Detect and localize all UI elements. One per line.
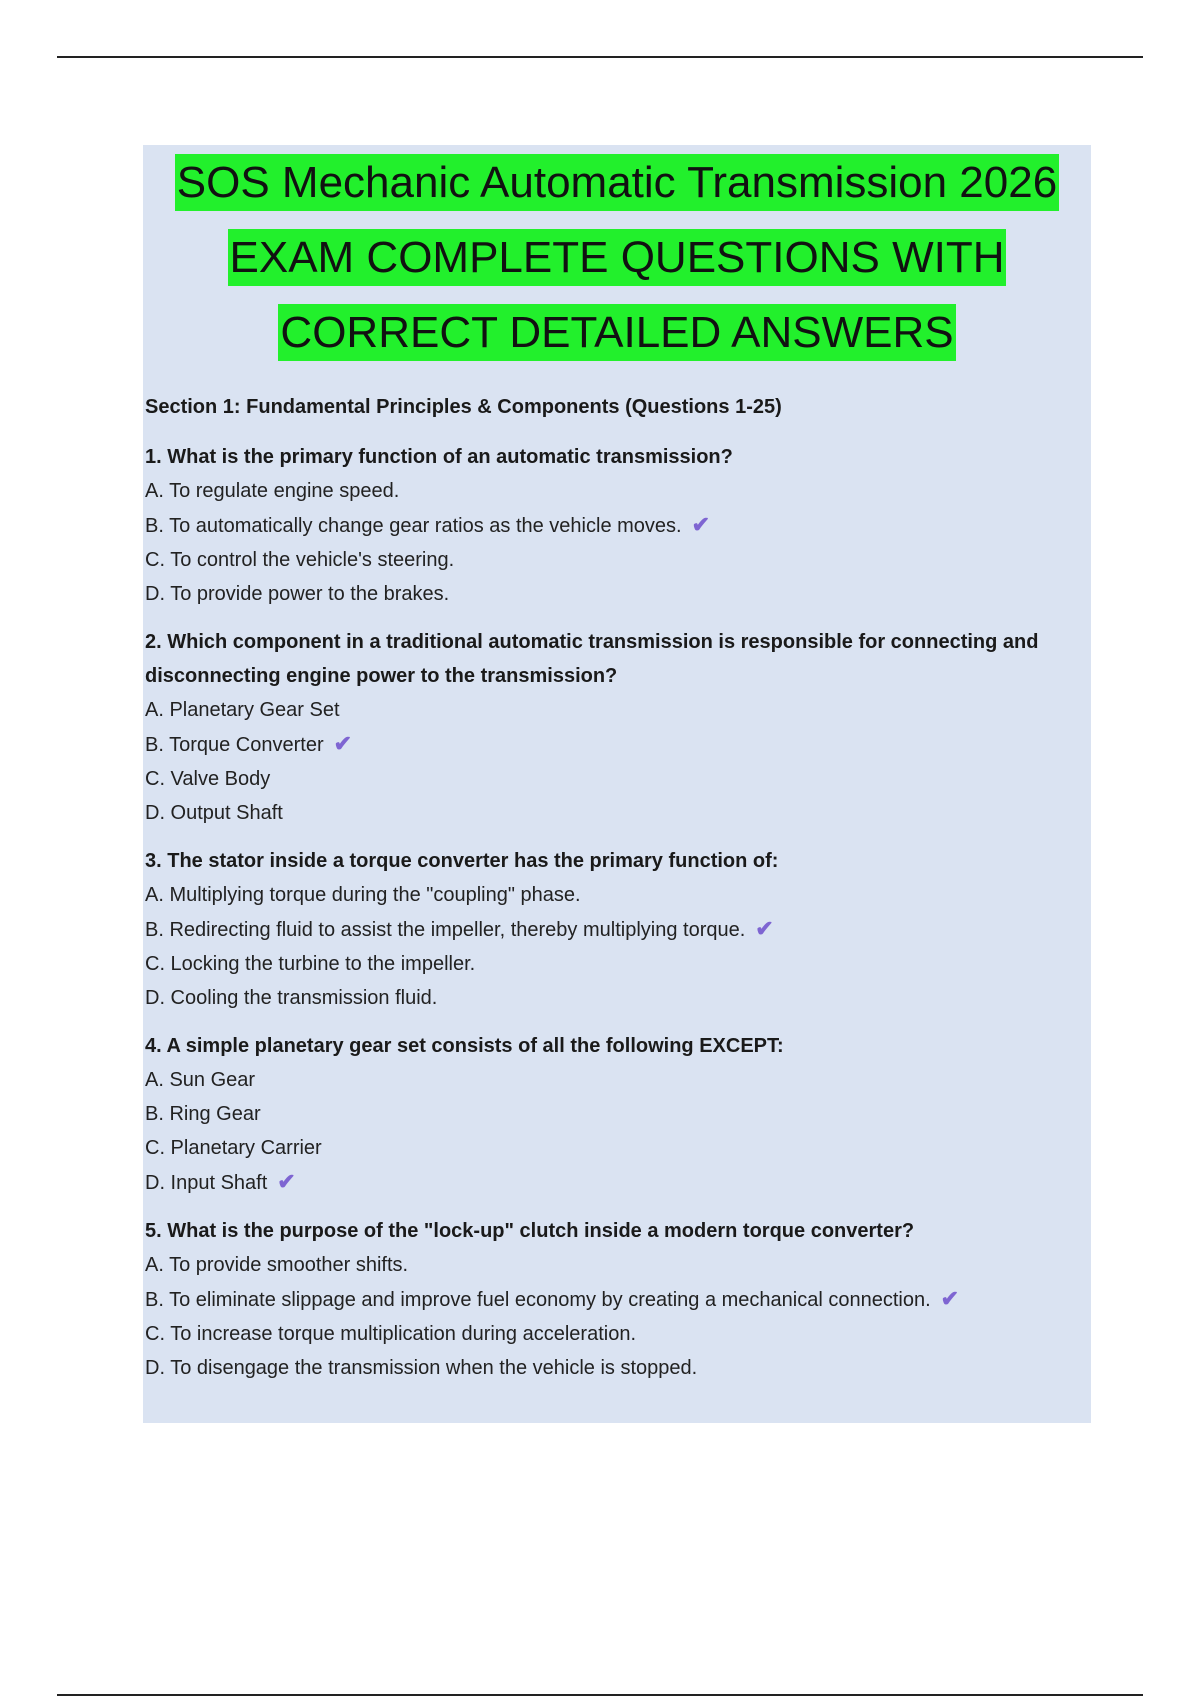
question-text: 4. A simple planetary gear set consists of all the following EXCEPT: — [145, 1035, 784, 1057]
answer-option-correct: B. Torque Converter ✔ — [145, 727, 1089, 762]
section-heading: Section 1: Fundamental Principles & Components (Questions 1-25) — [145, 396, 782, 418]
answer-option: A. Planetary Gear Set — [145, 699, 340, 721]
answer-option: A. To regulate engine speed. — [145, 480, 400, 502]
answer-option: D. Cooling the transmission fluid. — [145, 987, 438, 1009]
question-text: 3. The stator inside a torque converter has the primary function of: — [145, 850, 779, 872]
answer-option: C. Planetary Carrier — [145, 1137, 322, 1159]
answer-option: D. To provide power to the brakes. — [145, 583, 450, 605]
title-line-2: EXAM COMPLETE QUESTIONS WITH — [228, 229, 1007, 286]
answer-option: C. Valve Body — [145, 768, 271, 790]
title-line-3: CORRECT DETAILED ANSWERS — [278, 304, 955, 361]
checkmark-icon: ✔ — [691, 512, 711, 537]
checkmark-icon: ✔ — [333, 731, 353, 756]
question-text: 2. Which component in a traditional automatic transmission is responsible for connecting and disconnecting engine power to the transmission? — [145, 631, 1039, 687]
answer-option-correct: B. To automatically change gear ratios as the vehicle moves. ✔ — [145, 508, 1089, 543]
question-block — [145, 844, 1089, 1015]
question-text: 1. What is the primary function of an automatic transmission? — [145, 446, 733, 468]
document-content — [143, 390, 1091, 1385]
question-block — [145, 625, 1089, 830]
answer-option-correct: B. To eliminate slippage and improve fuel economy by creating a mechanical connection. ✔ — [145, 1282, 1089, 1317]
answer-option: C. To increase torque multiplication during acceleration. — [145, 1323, 637, 1345]
question-block — [145, 1214, 1089, 1385]
question-block — [145, 1029, 1089, 1200]
bottom-rule — [57, 1694, 1143, 1696]
title-line-1: SOS Mechanic Automatic Transmission 2026 — [175, 154, 1059, 211]
answer-option: D. Output Shaft — [145, 802, 283, 824]
answer-option: A. Multiplying torque during the "coupling" phase. — [145, 884, 581, 906]
checkmark-icon: ✔ — [940, 1286, 960, 1311]
checkmark-icon: ✔ — [755, 916, 774, 941]
answer-option-correct: D. Input Shaft ✔ — [145, 1165, 1089, 1200]
document-title — [143, 145, 1091, 370]
question-text: 5. What is the purpose of the "lock-up" clutch inside a modern torque converter? — [145, 1220, 915, 1242]
answer-option: C. Locking the turbine to the impeller. — [145, 953, 476, 975]
document-panel — [143, 145, 1091, 1423]
top-rule — [57, 56, 1143, 58]
question-block — [145, 440, 1089, 611]
checkmark-icon: ✔ — [277, 1169, 296, 1194]
answer-option: A. To provide smoother shifts. — [145, 1254, 409, 1276]
answer-option-correct: B. Redirecting fluid to assist the impeller, thereby multiplying torque. ✔ — [145, 912, 1089, 947]
answer-option: C. To control the vehicle's steering. — [145, 549, 455, 571]
answer-option: A. Sun Gear — [145, 1069, 256, 1091]
answer-option: D. To disengage the transmission when the vehicle is stopped. — [145, 1357, 698, 1379]
answer-option: B. Ring Gear — [145, 1103, 261, 1125]
